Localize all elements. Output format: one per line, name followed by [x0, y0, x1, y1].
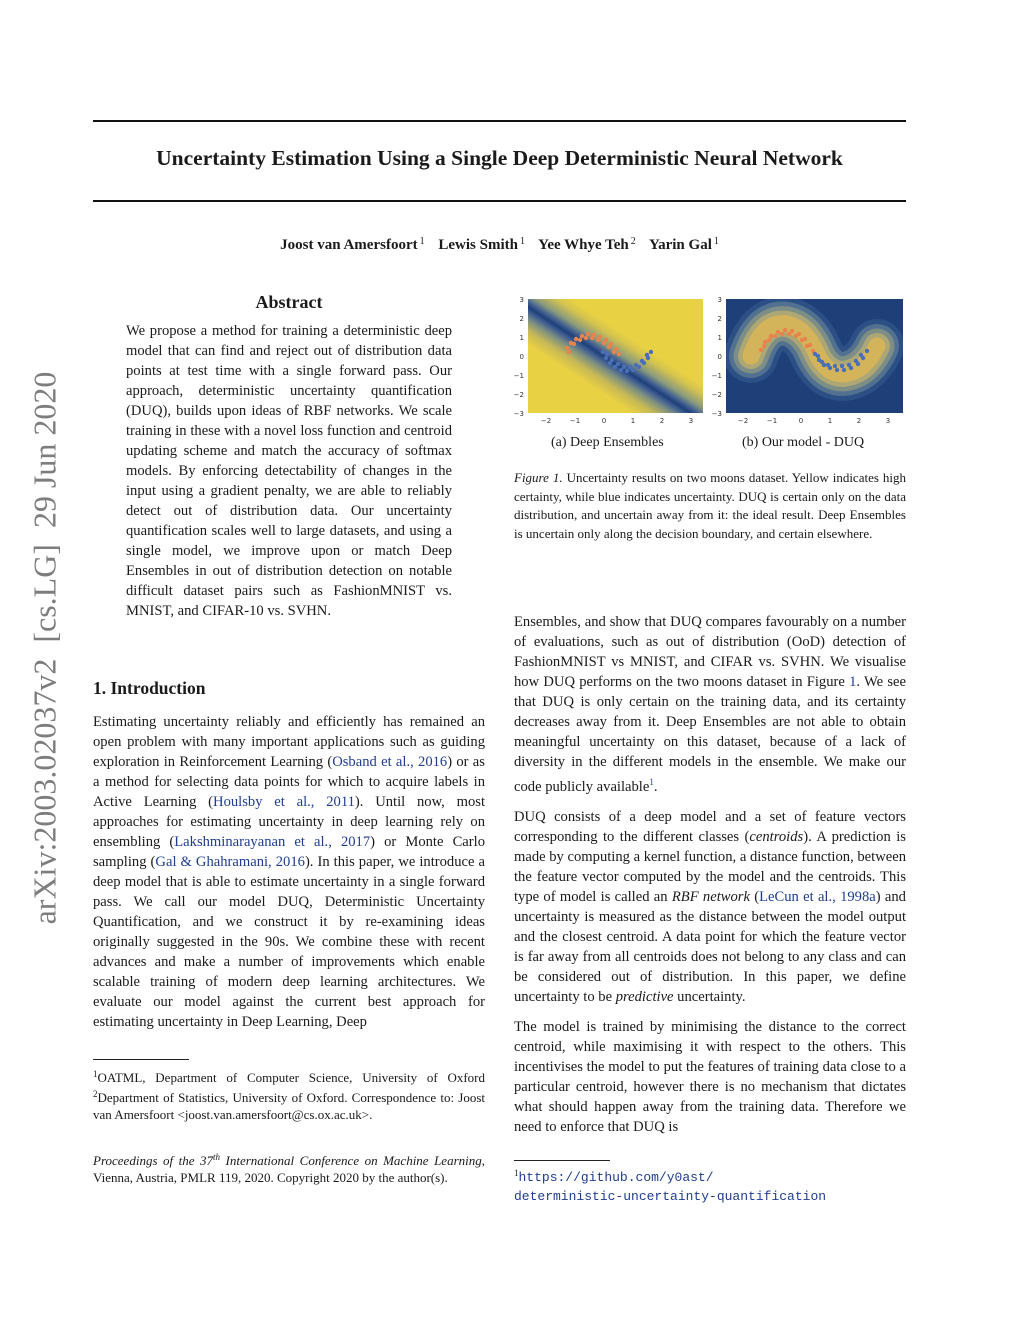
footnote-rule-right: [514, 1160, 610, 1161]
svg-text:−2: −2: [540, 417, 552, 425]
right-paragraph-1: Ensembles, and show that DUQ compares favourably on a number of evaluations, such as out of distribution (OoD) detection of FashionMNIST vs MNIST, and CIFAR vs. SVHN. We visualise how DUQ performs on the two moons dataset in Figure 1. We see that DUQ is only certain on the training data, and its certainty decreases away from it. Deep Ensembles are not able to obtain meaningful uncertainty on this dataset, because of a lack of diversity in the different models in the ensemble. We make our code publicly available$^1$.: [514, 614, 906, 795]
author-affiliation: 1: [519, 236, 525, 247]
y-axis-ticks-a: [514, 296, 524, 418]
svg-text:2: 2: [519, 315, 524, 323]
citation-houlsby[interactable]: Houlsby et al., 2011: [213, 794, 355, 810]
svg-text:−3: −3: [513, 410, 524, 418]
footnote-marker[interactable]: 1: [649, 777, 654, 787]
abstract-text: We propose a method for training a deterministic deep model that can find and reject out of distribution data points at test time with a single forward pass. Our approach, deterministic uncertainty quantification (DUQ), builds upon ideas of RBF networks. We scale training in these with a novel loss function and centroid updating scheme and match the accuracy of softmax models. By enforcing detectability of changes in the input using a gradient penalty, we are able to reliably detect out of distribution data. Our uncertainty quantification scales well to large datasets, and using a single model, we improve upon or match Deep Ensembles in out of distribution detection on notable difficult dataset pairs such as FashionMNIST vs. MNIST, and CIFAR-10 vs. SVHN.: [126, 323, 452, 619]
citation-osband[interactable]: Osband et al., 2016: [332, 754, 448, 770]
svg-text:0: 0: [798, 417, 804, 425]
paper-title: Uncertainty Estimation Using a Single Deep Deterministic Neural Network: [156, 146, 843, 170]
svg-text:3: 3: [885, 417, 891, 425]
certainty-heatmap-a: [528, 299, 703, 413]
abstract-body: [126, 321, 452, 621]
svg-text:1: 1: [717, 334, 722, 342]
svg-text:−2: −2: [711, 391, 722, 399]
svg-text:3: 3: [688, 417, 694, 425]
citation-lakshminarayanan[interactable]: Lakshminarayanan et al., 2017: [174, 834, 371, 850]
affiliation-footnote: $^1$OATML, Department of Computer Science, University of Oxford $^2$Department of Statistics, University of Oxford. Correspondence to: Joost van Amersfoort <joost.van.amersfoort@cs.ox.ac.uk>.: [93, 1069, 485, 1122]
svg-text:2: 2: [717, 315, 722, 323]
section-heading-introduction: 1. Introduction: [93, 678, 206, 698]
code-footnote: $^1$https://github.com/y0ast/ deterministic-uncertainty-quantification: [514, 1168, 827, 1204]
svg-text:2: 2: [659, 417, 665, 425]
author-list: [93, 236, 906, 254]
svg-text:1: 1: [519, 334, 524, 342]
author-name: Lewis Smith: [438, 237, 518, 253]
figure-reference[interactable]: 1: [849, 674, 857, 690]
figure-label: Figure 1.: [514, 470, 563, 485]
abstract-heading: Abstract: [255, 292, 323, 312]
right-column-body: [514, 612, 906, 1137]
svg-text:0: 0: [519, 353, 524, 361]
author-name: Joost van Amersfoort: [280, 237, 418, 253]
intro-body: [93, 712, 485, 1032]
author-affiliation: 2: [630, 236, 636, 247]
figure-caption: Figure 1. Uncertainty results on two moons dataset. Yellow indicates high certainty, while blue indicates uncertainty. DUQ is certain only on the data distribution, and uncertain away from it: the ideal result. Deep Ensembles is uncertain only along the decision boundary, and certain elsewhere.: [514, 470, 906, 541]
author-name: Yee Whye Teh: [538, 237, 629, 253]
code-url-line-2[interactable]: deterministic-uncertainty-quantification: [514, 1189, 827, 1204]
svg-text:−2: −2: [513, 391, 524, 399]
figure-1b-plot: [701, 292, 906, 427]
svg-text:−1: −1: [711, 372, 722, 380]
citation-lecun[interactable]: LeCun et al., 1998a: [759, 888, 876, 905]
svg-text:1: 1: [630, 417, 636, 425]
x-axis-ticks-a: [541, 417, 693, 425]
x-axis-ticks-b: [738, 417, 890, 425]
proceedings-note: Proceedings of the 37th International Conference on Machine Learning, Vienna, Austria, PMLR 119, 2020. Copyright 2020 by the author(s).: [93, 1152, 485, 1185]
right-paragraph-3: The model is trained by minimising the distance to the correct centroid, while maximising it with respect to the others. This incentivises the model to put the features of training data close to a particular centroid, however there is no mechanism that dictates what should happen away from the training data. Therefore we need to enforce that DUQ is: [514, 1018, 906, 1135]
citation-gal[interactable]: Gal & Ghahramani, 2016: [155, 854, 305, 870]
svg-text:3: 3: [717, 296, 722, 304]
code-url-line-1[interactable]: https://github.com/y0ast/: [518, 1170, 714, 1185]
svg-text:−1: −1: [569, 417, 581, 425]
subfigure-caption-b: (b) Our model - DUQ: [742, 435, 865, 450]
author-affiliation: 1: [419, 236, 425, 247]
svg-text:−1: −1: [513, 372, 524, 380]
svg-text:3: 3: [519, 296, 524, 304]
svg-text:0: 0: [717, 353, 722, 361]
author-affiliation: 1: [713, 236, 719, 247]
svg-text:1: 1: [827, 417, 833, 425]
svg-text:2: 2: [856, 417, 862, 425]
right-paragraph-2: DUQ consists of a deep model and a set of feature vectors corresponding to the different classes (centroids). A prediction is made by computing a kernel function, a distance function, between the feature vector computed by the model and the centroids. This type of model is called an RBF network (LeCun et al., 1998a) and uncertainty is measured as the distance between the model output and the closest centroid. A data point for which the feature vector is far away from all centroids does not belong to any class and can be considered out of distribution. In this paper, we define uncertainty to be predictive uncertainty.: [514, 808, 906, 1005]
subfigure-caption-a: (a) Deep Ensembles: [551, 435, 664, 450]
title-rule-top: [93, 120, 906, 122]
title-rule-bottom: [93, 200, 906, 202]
footnote-rule-left: [93, 1059, 189, 1060]
intro-paragraph: Estimating uncertainty reliably and efficiently has remained an open problem with many important applications such as guiding exploration in Reinforcement Learning (Osband et al., 2016) or as a method for selecting data points for which to acquire labels in Active Learning (Houlsby et al., 2011). Until now, most approaches for estimating uncertainty in deep learning rely on ensembling (Lakshminarayanan et al., 2017) or Monte Carlo sampling (Gal & Ghahramani, 2016). In this paper, we introduce a deep model that is able to estimate uncertainty in a single forward pass. We call our model DUQ, Deterministic Uncertainty Quantification, and we construct it by re-examining ideas originally suggested in the 90s. We combine these with recent advances and make a number of improvements which enable scalable training of modern deep learning architectures. We evaluate our model against the current best approach for estimating uncertainty in Deep Learning, Deep: [93, 714, 485, 1030]
arxiv-identifier: arXiv:2003.02037v2 [cs.LG] 29 Jun 2020: [26, 371, 63, 925]
author-name: Yarin Gal: [648, 237, 712, 253]
svg-text:−3: −3: [711, 410, 722, 418]
figure-1a-plot: [505, 292, 710, 427]
y-axis-ticks-b: [712, 296, 722, 418]
svg-text:0: 0: [601, 417, 607, 425]
certainty-contours: [751, 324, 877, 374]
svg-text:−2: −2: [737, 417, 749, 425]
svg-text:−1: −1: [766, 417, 778, 425]
